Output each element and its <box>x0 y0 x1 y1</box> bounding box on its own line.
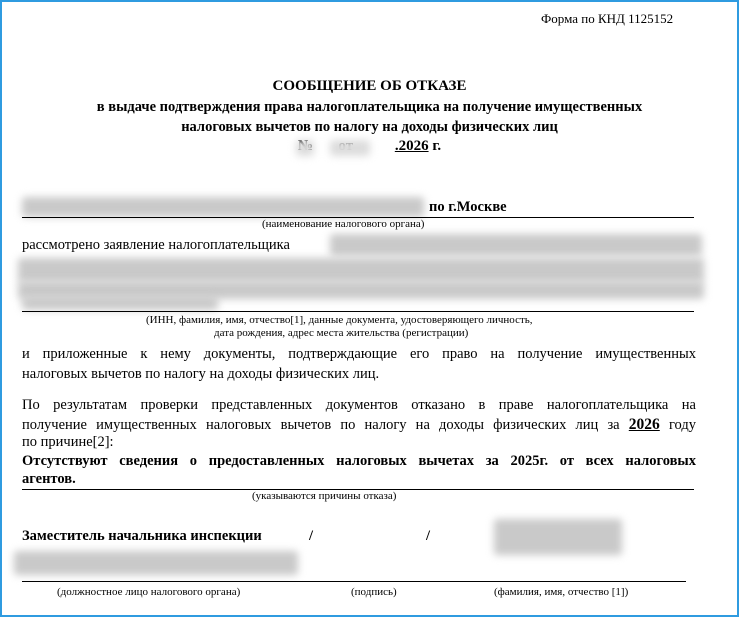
taxpayer-underline <box>22 311 694 312</box>
year-suffix: г. <box>432 138 442 154</box>
paragraph2-line2-end: году <box>668 417 696 433</box>
official-position: Заместитель начальника инспекции <box>22 528 262 544</box>
paragraph2-line2 <box>22 416 696 434</box>
signature-underline <box>22 581 686 582</box>
redacted-official-extra <box>14 551 298 575</box>
signature-slash-2: / <box>426 528 431 544</box>
caption-official: (должностное лицо налогового органа) <box>57 586 241 598</box>
reason-intro: по причине[2]: <box>22 434 114 450</box>
caption-signature: (подпись) <box>351 586 397 598</box>
paragraph2-line3 <box>22 434 114 451</box>
reason-caption: (указываются причины отказа) <box>252 490 397 502</box>
redacted-official-name <box>494 519 622 555</box>
authority-caption: (наименование налогового органа) <box>262 218 425 230</box>
redacted-taxpayer-2 <box>18 258 704 282</box>
taxpayer-caption-1: (ИНН, фамилия, имя, отчество[1], данные документа, удостоверяющего личность, <box>146 314 533 326</box>
redacted-taxpayer-1 <box>330 234 702 256</box>
authority-city: по г.Москве <box>429 199 507 215</box>
reason-line2: агентов. <box>22 471 76 487</box>
paragraph1-line1: и приложенные к нему документы, подтверждающие его право на получение имущественных <box>22 346 696 362</box>
title-line-1: в выдаче подтверждения права налогоплательщика на получение имущественных <box>96 99 643 115</box>
redacted-taxpayer-4 <box>22 296 218 310</box>
taxpayer-caption-2: дата рождения, адрес места жительства (регистрации) <box>214 327 469 339</box>
document-title: СООБЩЕНИЕ ОБ ОТКАЗЕ <box>272 78 467 94</box>
paragraph2-line2-text: получение имущественных налоговых вычетов по налогу на доходы физических лиц за <box>22 417 620 433</box>
paragraph1-line2: налоговых вычетов по налогу на доходы физических лиц. <box>22 366 380 382</box>
taxpayer-intro: рассмотрено заявление налогоплательщика <box>22 237 290 253</box>
caption-name: (фамилия, имя, отчество [1]) <box>494 586 629 598</box>
signature-slash-1: / <box>309 528 314 544</box>
form-code: Форма по КНД 1125152 <box>541 11 674 26</box>
redacted-authority-name <box>22 197 424 217</box>
paragraph2-line1: По результатам проверки представленных документов отказано в праве налогоплательщика на <box>22 397 696 413</box>
redacted-date <box>330 140 370 156</box>
reason-line1: Отсутствуют сведения о предоставленных налоговых вычетах за 2025г. от всех налоговых <box>22 453 696 469</box>
redacted-number <box>296 140 314 156</box>
deduction-year: 2026 <box>628 416 660 433</box>
document-year: .2026 <box>394 138 429 154</box>
title-line-2: налоговых вычетов по налогу на доходы физических лиц <box>181 119 558 135</box>
